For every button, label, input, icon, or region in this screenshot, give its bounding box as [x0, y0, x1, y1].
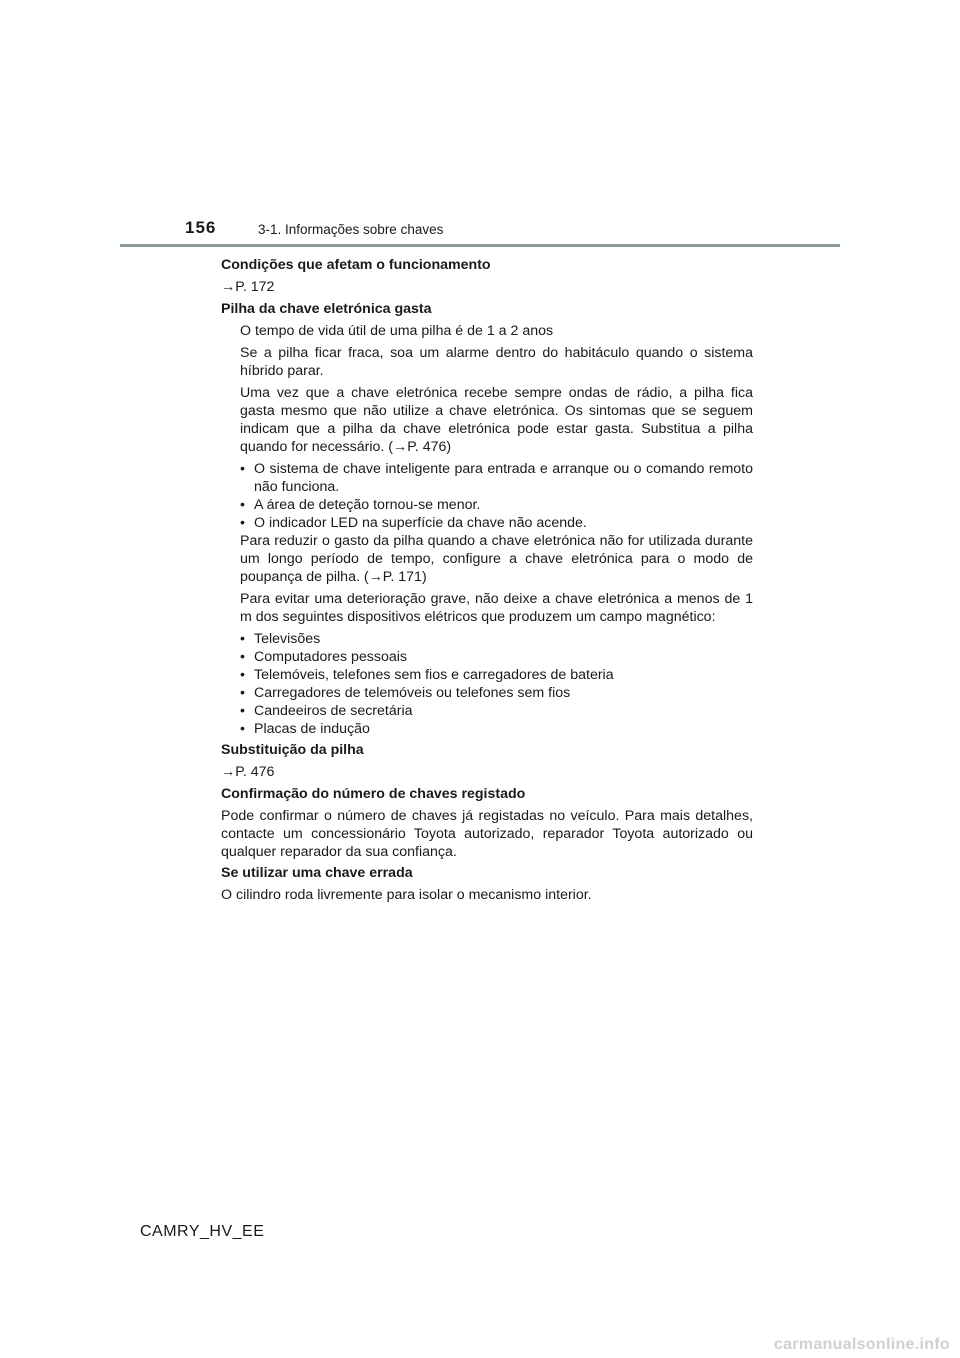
list-item: • A área de deteção tornou-se menor. [240, 496, 753, 514]
header-rule [120, 244, 840, 247]
list-item: • Computadores pessoais [240, 648, 753, 666]
page-content [221, 253, 753, 904]
heading-replacement: Substituição da pilha [221, 742, 364, 758]
list-item: • Televisões [240, 630, 753, 648]
battery-alarm: Se a pilha ficar fraca, soa um alarme dentro do habitáculo quando o sistema híbrido parar. [240, 345, 753, 379]
heading-battery: Pilha da chave eletrónica gasta [221, 301, 432, 317]
list-item: • Placas de indução [240, 720, 753, 738]
list-item: • Carregadores de telemóveis ou telefones sem fios [240, 684, 753, 702]
page-number: 156 [185, 218, 217, 237]
ref-replacement[interactable]: →P. 476 [221, 764, 275, 780]
heading-wrong-key: Se utilizar uma chave errada [221, 865, 413, 881]
footer-model: CAMRY_HV_EE [140, 1223, 265, 1240]
device-list [221, 630, 753, 738]
wrong-key-body: O cilindro roda livremente para isolar o mecanismo interior. [221, 887, 592, 903]
list-item: • Telemóveis, telefones sem fios e carregadores de bateria [240, 666, 753, 684]
battery-symptoms-intro: Uma vez que a chave eletrónica recebe sempre ondas de rádio, a pilha fica gasta mesmo que não utilize a chave eletrónica. Os sintomas que se seguem indicam que a pilha da chave eletrónica pode estar gasta. Substitua a pilha quando for necessário. (→P. 476) [240, 385, 753, 455]
confirmation-body: Pode confirmar o número de chaves já registadas no veículo. Para mais detalhes, contacte um concessionário Toyota autorizado, reparador Toyota autorizado ou qualquer reparador da sua confiança. [221, 808, 753, 860]
list-item: • O sistema de chave inteligente para entrada e arranque ou o comando remoto não funciona. [240, 460, 753, 496]
list-item: • Candeeiros de secretária [240, 702, 753, 720]
battery-saving-mode: Para reduzir o gasto da pilha quando a chave eletrónica não for utilizada durante um longo período de tempo, configure a chave eletrónica para o modo de poupança de pilha. (→P. 171) [240, 533, 753, 585]
battery-lifespan: O tempo de vida útil de uma pilha é de 1 a 2 anos [240, 323, 554, 339]
list-item: • O indicador LED na superfície da chave não acende. [240, 514, 753, 532]
watermark: carmanualsonline.info [773, 1336, 950, 1353]
battery-interference: Para evitar uma deterioração grave, não deixe a chave eletrónica a menos de 1 m dos seguintes dispositivos elétricos que produzem um campo magnético: [240, 591, 753, 625]
heading-confirmation: Confirmação do número de chaves registado [221, 786, 526, 802]
section-title: 3-1. Informações sobre chaves [258, 222, 444, 237]
ref-conditions[interactable]: →P. 172 [221, 279, 275, 295]
symptom-list [221, 460, 753, 532]
heading-conditions: Condições que afetam o funcionamento [221, 257, 491, 273]
